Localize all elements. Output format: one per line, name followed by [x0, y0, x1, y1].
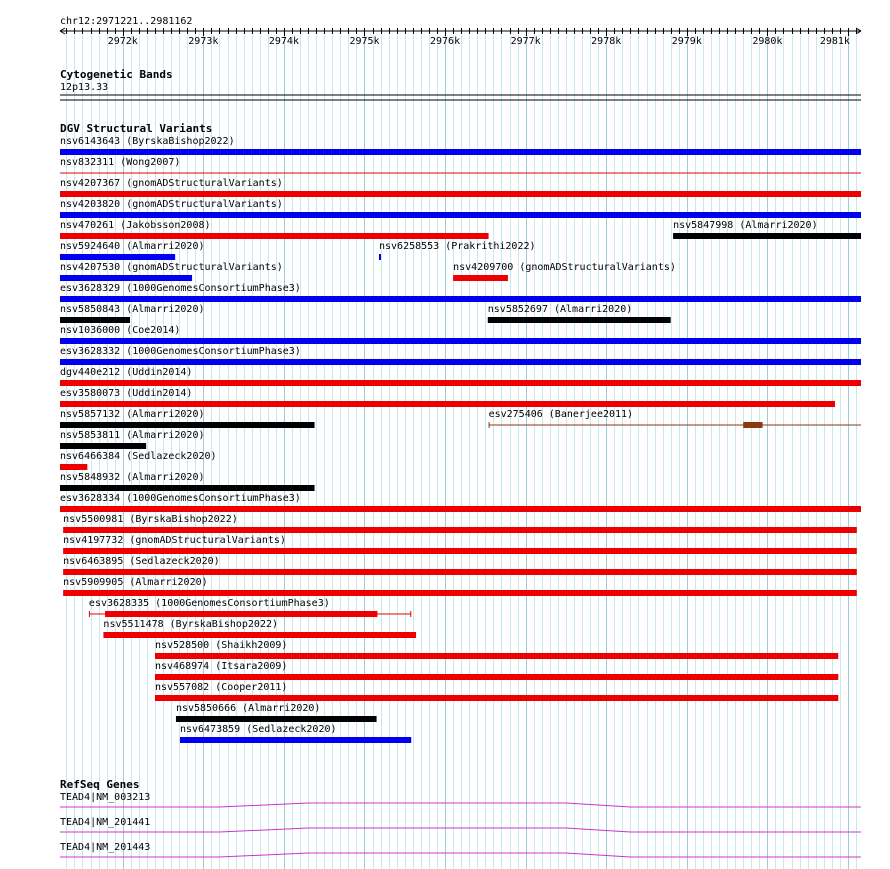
- dgv-feature[interactable]: [60, 451, 217, 470]
- dgv-feature[interactable]: [60, 346, 861, 365]
- dgv-feature-label: esv3628334 (1000GenomesConsortiumPhase3): [60, 493, 301, 504]
- ruler-tick-label: 2981k: [819, 36, 850, 47]
- ruler-tick-label: 2979k: [671, 36, 702, 47]
- refseq-gene-label: TEAD4|NM_201441: [60, 817, 151, 828]
- dgv-feature-label: nsv4209700 (gnomADStructuralVariants): [453, 262, 676, 273]
- dgv-feature-bar: [60, 359, 861, 365]
- dgv-feature-bar: [60, 275, 192, 281]
- dgv-feature-block: [743, 422, 762, 428]
- dgv-feature-bar: [176, 716, 377, 722]
- refseq-genes: [60, 792, 861, 857]
- dgv-feature-bar: [60, 191, 861, 197]
- dgv-feature-label: nsv5852697 (Almarri2020): [487, 304, 633, 315]
- dgv-feature-bar: [488, 317, 671, 323]
- refseq-gene[interactable]: [60, 792, 861, 807]
- dgv-feature-label: nsv5850843 (Almarri2020): [60, 304, 205, 315]
- dgv-feature[interactable]: [60, 430, 205, 449]
- dgv-feature-bar: [180, 737, 411, 743]
- dgv-feature-bar: [155, 653, 838, 659]
- dgv-feature-label: nsv5500981 (ByrskaBishop2022): [63, 514, 238, 525]
- refseq-gene-line: [60, 803, 861, 807]
- dgv-feature-label: nsv5857132 (Almarri2020): [60, 409, 205, 420]
- dgv-feature-bar: [60, 212, 861, 218]
- dgv-feature-label: nsv6463895 (Sedlazeck2020): [63, 556, 220, 567]
- dgv-feature[interactable]: [60, 157, 861, 173]
- dgv-feature-bar: [60, 233, 489, 239]
- dgv-feature-label: nsv6466384 (Sedlazeck2020): [60, 451, 217, 462]
- dgv-feature[interactable]: [60, 283, 861, 302]
- dgv-feature-bar: [155, 674, 838, 680]
- dgv-feature-label: esv3580073 (Uddin2014): [60, 388, 193, 399]
- dgv-feature-label: nsv5909905 (Almarri2020): [63, 577, 208, 588]
- dgv-feature-label: nsv4197732 (gnomADStructuralVariants): [63, 535, 286, 546]
- refseq-gene-line: [60, 853, 861, 857]
- dgv-feature-bar: [63, 590, 857, 596]
- dgv-feature-label: nsv1036000 (Coe2014): [60, 325, 181, 336]
- dgv-feature-bar: [63, 527, 857, 533]
- dgv-feature-label: nsv5853811 (Almarri2020): [60, 430, 205, 441]
- dgv-feature[interactable]: [60, 199, 861, 218]
- dgv-feature[interactable]: [63, 514, 857, 533]
- dgv-feature-label: esv3628332 (1000GenomesConsortiumPhase3): [60, 346, 301, 357]
- refseq-track: [60, 778, 861, 857]
- cytoband-track: [60, 68, 861, 100]
- dgv-track-title: DGV Structural Variants: [60, 122, 213, 135]
- ruler-tick-label: 2980k: [752, 36, 783, 47]
- refseq-track-title: RefSeq Genes: [60, 778, 140, 791]
- dgv-feature-bar: [60, 401, 835, 407]
- refseq-gene-label: TEAD4|NM_003213: [60, 792, 151, 803]
- dgv-feature-label: nsv832311 (Wong2007): [60, 157, 181, 168]
- dgv-feature-bar: [63, 548, 857, 554]
- dgv-feature-label: nsv4207530 (gnomADStructuralVariants): [60, 262, 283, 273]
- dgv-feature-bar: [673, 233, 861, 239]
- dgv-feature-label: nsv5848932 (Almarri2020): [60, 472, 205, 483]
- dgv-feature-bar: [60, 149, 861, 155]
- location-label: chr12:2971221..2981162: [60, 16, 193, 27]
- dgv-feature-label: esv275406 (Banerjee2011): [488, 409, 634, 420]
- ruler-tick-label: 2978k: [591, 36, 622, 47]
- dgv-feature[interactable]: [60, 367, 861, 386]
- cytoband-title: Cytogenetic Bands: [60, 68, 173, 81]
- dgv-feature-label: nsv6473859 (Sedlazeck2020): [179, 724, 337, 735]
- dgv-feature[interactable]: [60, 178, 861, 197]
- dgv-feature-bar: [60, 422, 315, 428]
- dgv-feature-bar: [60, 464, 87, 470]
- dgv-feature-label: dgv440e212 (Uddin2014): [60, 367, 193, 378]
- dgv-feature-label: nsv468974 (Itsara2009): [154, 661, 288, 672]
- dgv-feature-bar: [379, 254, 381, 260]
- dgv-feature[interactable]: [453, 262, 676, 281]
- dgv-feature-label: esv3628335 (1000GenomesConsortiumPhase3): [88, 598, 330, 609]
- ruler-tick-label: 2973k: [188, 36, 219, 47]
- dgv-feature-bar: [155, 695, 838, 701]
- dgv-feature-label: nsv5924640 (Almarri2020): [60, 241, 205, 252]
- dgv-features: [60, 136, 861, 743]
- dgv-feature-bar: [63, 569, 857, 575]
- dgv-feature[interactable]: [488, 304, 671, 323]
- refseq-gene[interactable]: [60, 817, 861, 832]
- dgv-feature-bar: [60, 317, 130, 323]
- dgv-feature-label: nsv470261 (Jakobsson2008): [60, 220, 211, 231]
- ruler-tick-label: 2977k: [510, 36, 541, 47]
- dgv-feature[interactable]: [379, 241, 536, 260]
- dgv-feature[interactable]: [60, 241, 205, 260]
- dgv-feature[interactable]: [63, 535, 857, 554]
- dgv-feature[interactable]: [180, 724, 411, 743]
- ruler-tick-label: 2976k: [430, 36, 461, 47]
- dgv-feature-label: nsv4207367 (gnomADStructuralVariants): [60, 178, 283, 189]
- dgv-feature[interactable]: [63, 556, 857, 575]
- dgv-feature-bar: [103, 632, 416, 638]
- dgv-feature[interactable]: [63, 577, 857, 596]
- ruler-tick-label: 2975k: [349, 36, 380, 47]
- ruler-tick-label: 2972k: [107, 36, 138, 47]
- dgv-feature-bar: [60, 338, 861, 344]
- dgv-feature[interactable]: [60, 325, 861, 344]
- ruler-track: [60, 16, 861, 47]
- dgv-feature-bar: [60, 443, 146, 449]
- dgv-feature[interactable]: [489, 409, 861, 428]
- dgv-feature[interactable]: [60, 220, 489, 239]
- dgv-feature-bar: [453, 275, 508, 281]
- ruler-tick-label: 2974k: [268, 36, 299, 47]
- refseq-gene-line: [60, 828, 861, 832]
- dgv-feature[interactable]: [60, 493, 861, 512]
- dgv-track: [60, 122, 861, 743]
- dgv-feature[interactable]: [60, 388, 835, 407]
- dgv-feature-label: nsv5511478 (ByrskaBishop2022): [103, 619, 279, 630]
- dgv-feature-bar: [60, 485, 315, 491]
- dgv-feature-bar: [60, 296, 861, 302]
- dgv-feature-bar: [60, 254, 175, 260]
- dgv-feature-bar: [60, 380, 861, 386]
- dgv-feature-bar: [60, 506, 861, 512]
- cytoband-band-label: 12p13.33: [60, 82, 109, 93]
- dgv-feature-label: nsv5847998 (Almarri2020): [673, 220, 818, 231]
- dgv-feature[interactable]: [176, 703, 377, 722]
- dgv-feature-label: nsv557082 (Cooper2011): [154, 682, 288, 693]
- dgv-feature-bar: [105, 611, 377, 617]
- dgv-feature-label: nsv6258553 (Prakrithi2022): [378, 241, 536, 252]
- dgv-feature[interactable]: [60, 262, 283, 281]
- dgv-feature[interactable]: [60, 304, 205, 323]
- dgv-feature[interactable]: [60, 136, 861, 155]
- dgv-feature[interactable]: [89, 598, 411, 617]
- dgv-feature-label: nsv4203820 (gnomADStructuralVariants): [60, 199, 283, 210]
- refseq-gene[interactable]: [60, 842, 861, 857]
- refseq-gene-label: TEAD4|NM_201443: [60, 842, 151, 853]
- dgv-feature-label: nsv528500 (Shaikh2009): [154, 640, 288, 651]
- dgv-feature[interactable]: [103, 619, 416, 638]
- dgv-feature-label: nsv5850666 (Almarri2020): [175, 703, 321, 714]
- dgv-feature-label: nsv6143643 (ByrskaBishop2022): [60, 136, 235, 147]
- dgv-feature-label: esv3628329 (1000GenomesConsortiumPhase3): [60, 283, 301, 294]
